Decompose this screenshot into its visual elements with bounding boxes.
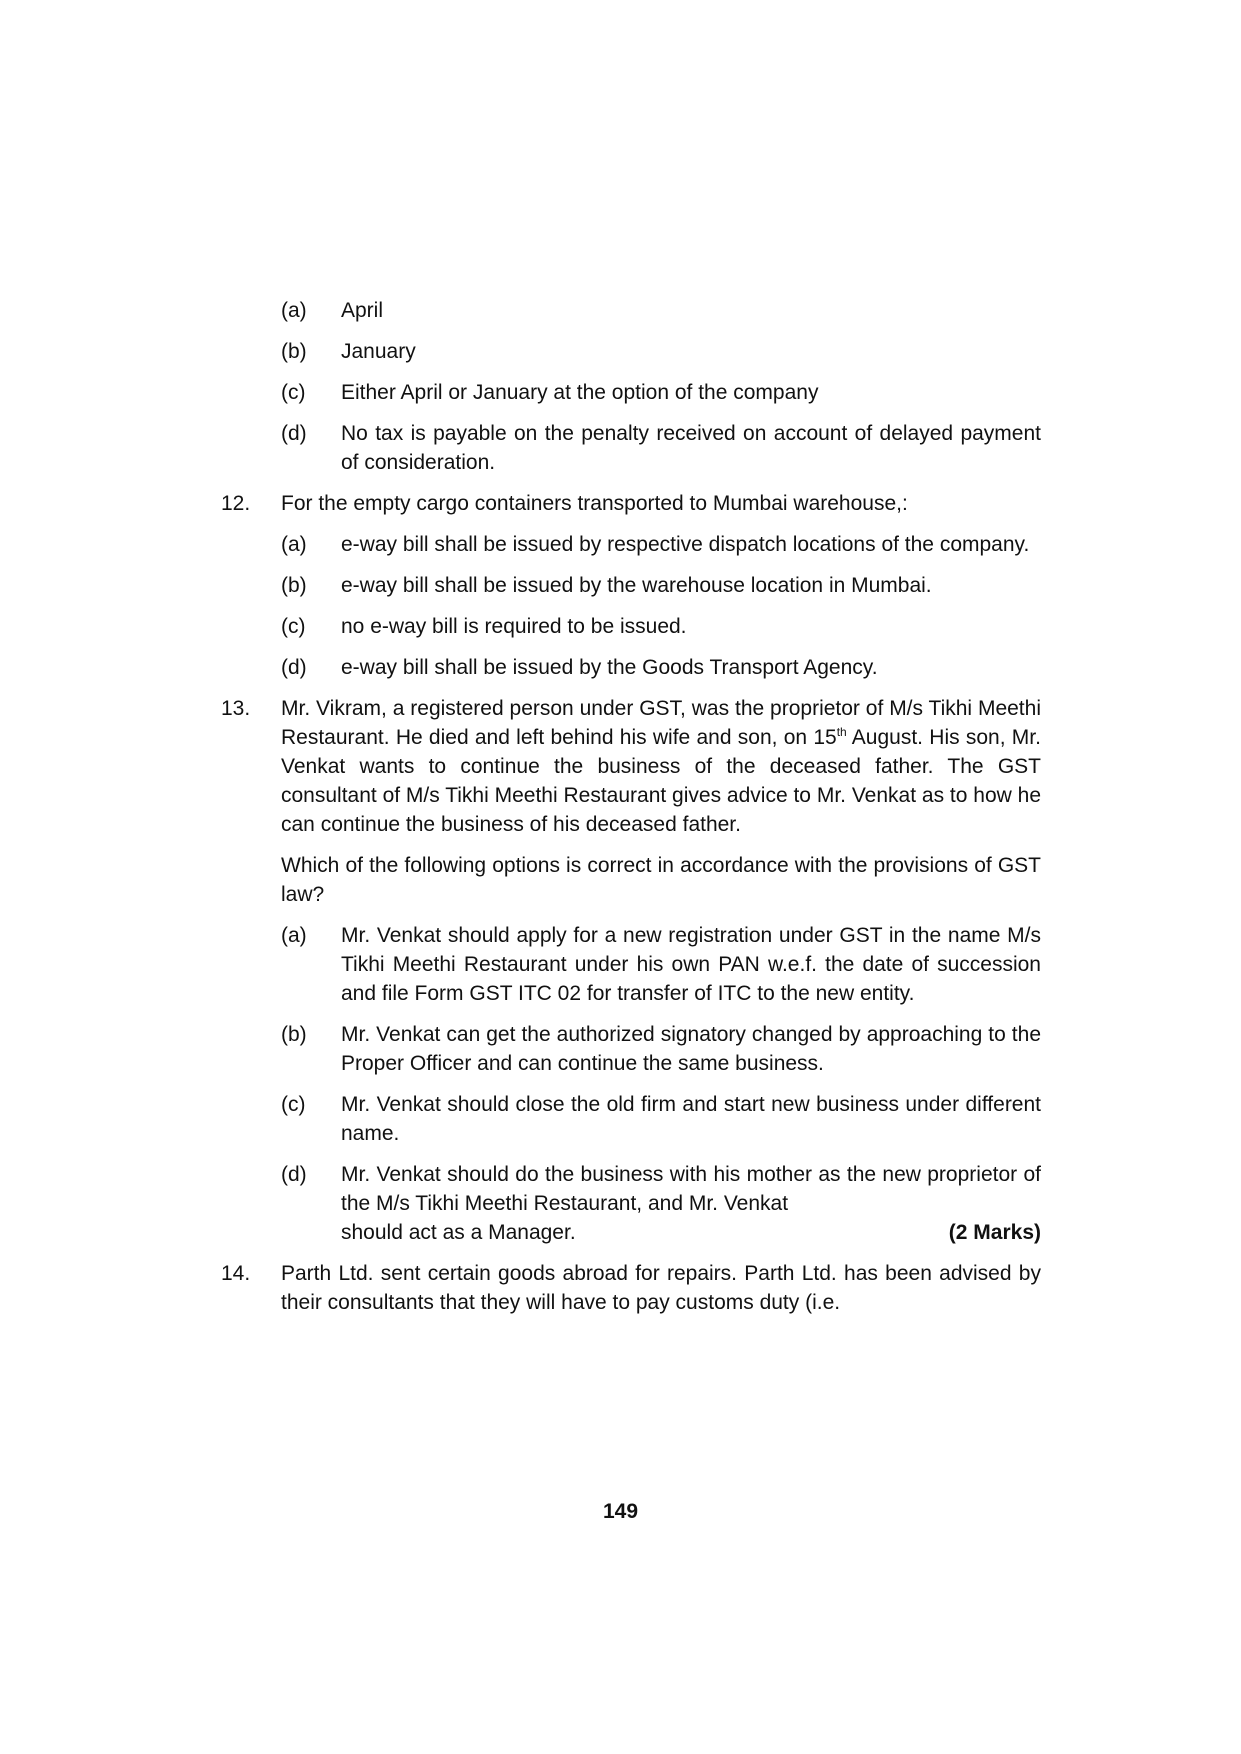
marks-label: (2 Marks)	[948, 1221, 1041, 1244]
option-label: (c)	[281, 1093, 306, 1116]
option-label: (d)	[281, 656, 307, 679]
question-text: For the empty cargo containers transported to Mumbai warehouse,:	[281, 492, 908, 515]
question-12-options	[281, 530, 1041, 682]
option-text: e-way bill shall be issued by the Goods Transport Agency.	[341, 656, 878, 679]
question-text-part2: August. His son, Mr. Venkat wants to continue the business of the deceased father. The GST consultant of M/s Tikhi Meethi Restaurant gives advice to Mr. Venkat as to how he can continue the business of his deceased father.	[281, 726, 1041, 836]
option-text: No tax is payable on the penalty received on account of delayed payment of consideration.	[341, 422, 1041, 474]
question-content	[221, 296, 1041, 1329]
option	[281, 653, 1041, 682]
option	[281, 337, 1041, 366]
option-text: Mr. Venkat should apply for a new registration under GST in the name M/s Tikhi Meethi Restaurant under his own PAN w.e.f. the date of succession and file Form GST ITC 02 for transfer of ITC to the new entity.	[341, 924, 1041, 1005]
option-text: e-way bill shall be issued by respective dispatch locations of the company.	[341, 533, 1030, 556]
option	[281, 378, 1041, 407]
option-text: e-way bill shall be issued by the warehouse location in Mumbai.	[341, 574, 932, 597]
option-text: Either April or January at the option of the company	[341, 381, 819, 404]
option	[281, 921, 1041, 1008]
option-d-last-text: should act as a Manager.	[341, 1221, 576, 1244]
question-number: 13.	[221, 697, 251, 720]
option-label: (a)	[281, 924, 307, 947]
question-number: 12.	[221, 492, 251, 515]
option-label: (b)	[281, 1023, 307, 1046]
option	[281, 1090, 1041, 1148]
question-14	[221, 1259, 1041, 1317]
option-text	[341, 1160, 1041, 1247]
option-text: no e-way bill is required to be issued.	[341, 615, 687, 638]
option-label: (c)	[281, 615, 306, 638]
option-label: (d)	[281, 1163, 307, 1186]
ordinal-suffix: th	[836, 725, 847, 739]
question-number: 14.	[221, 1262, 251, 1285]
question-13	[221, 694, 1041, 839]
question-13-options	[281, 921, 1041, 1247]
option-d-last-line	[341, 1218, 1041, 1247]
question-prompt: Which of the following options is correct in accordance with the provisions of GST law?	[281, 854, 1041, 906]
option-label: (c)	[281, 381, 306, 404]
option-label: (a)	[281, 533, 307, 556]
option	[281, 419, 1041, 477]
option-label: (b)	[281, 574, 307, 597]
question-12	[221, 489, 1041, 518]
question-text-part1: Mr. Vikram, a registered person under GST, was the proprietor of M/s Tikhi Meethi Restaurant. He died and left behind his wife and son, on 15	[281, 697, 1041, 749]
option	[281, 1160, 1041, 1247]
page-number: 149	[602, 1500, 639, 1523]
option-text: Mr. Venkat can get the authorized signatory changed by approaching to the Proper Officer and can continue the same business.	[341, 1023, 1041, 1075]
option	[281, 530, 1041, 559]
option-text: April	[341, 299, 384, 322]
option-label: (a)	[281, 299, 307, 322]
option-label: (d)	[281, 422, 307, 445]
question-text: Parth Ltd. sent certain goods abroad for repairs. Parth Ltd. has been advised by their consultants that they will have to pay customs duty (i.e.	[281, 1262, 1041, 1314]
option-label: (b)	[281, 340, 307, 363]
option	[281, 1020, 1041, 1078]
option-text: January	[341, 340, 416, 363]
option	[281, 296, 1041, 325]
option	[281, 571, 1041, 600]
option	[281, 612, 1041, 641]
prev-question-options	[281, 296, 1041, 477]
option-d-text: Mr. Venkat should do the business with his mother as the new proprietor of the M/s Tikhi Meethi Restaurant, and Mr. Venkat	[341, 1163, 1041, 1215]
option-text: Mr. Venkat should close the old firm and start new business under different name.	[341, 1093, 1041, 1145]
question-text	[281, 694, 1041, 839]
